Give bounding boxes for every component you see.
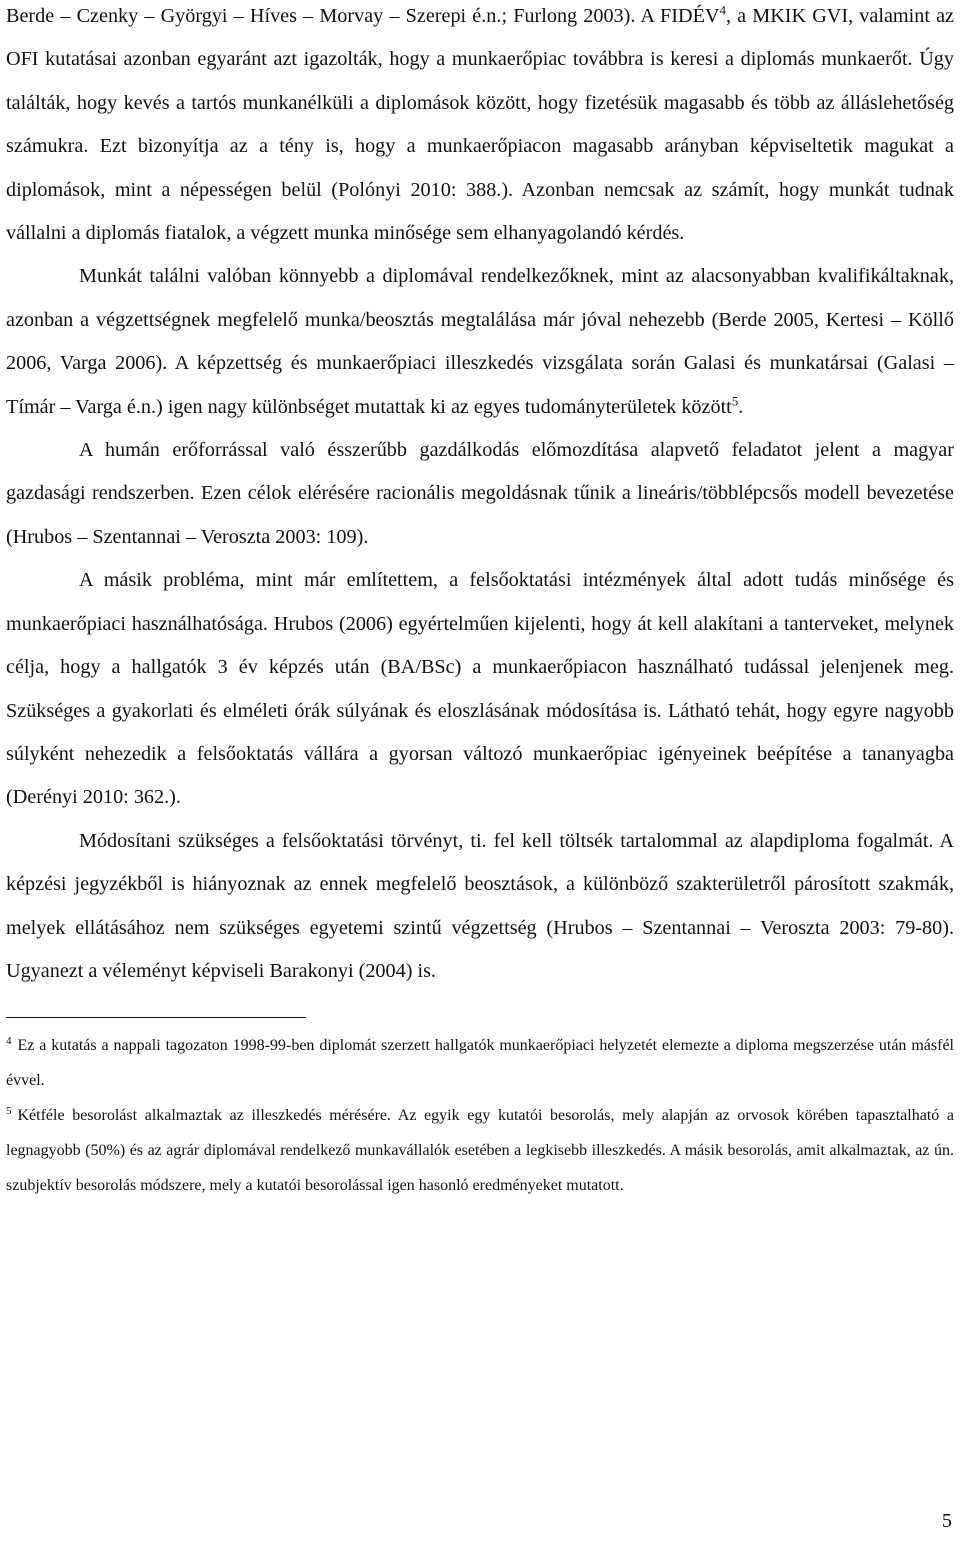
footnote-separator	[6, 1017, 306, 1018]
paragraph-1	[6, 0, 954, 255]
footnote-5-number: 5	[6, 1105, 12, 1118]
footnote-4-number: 4	[6, 1035, 12, 1048]
paragraph-2-text-b: .	[738, 395, 744, 418]
footnote-5	[6, 1098, 954, 1203]
paragraph-1-text-b: , a MKIK GVI, valamint az OFI kutatásai azonban egyaránt azt igazolták, hogy a munkaerőpiac továbbra is keresi a diplomás munkaerőt. Úgy találták, hogy kevés a tartós munkanélküli a diplomások között, hogy fizetésük magasabb és több az álláslehetőség számukra. Ezt bizonyítja az a tény is, hogy a munkaerőpiacon magasabb arányban képviseltetik magukat a diplomások, mint a népességen belül (Polónyi 2010: 388.). Azonban nemcsak az számít, hogy munkát tudnak vállalni a diplomás fiatalok, a végzett munka minősége sem elhanyagolandó kérdés.	[6, 5, 954, 245]
footnote-5-text: Kétféle besorolást alkalmaztak az illeszkedés mérésére. Az egyik egy kutatói besorolás, mely alapján az orvosok körében tapasztalható a legnagyobb (50%) és az agrár diplomával rendelkező munkavállalók esetében a legkisebb illeszkedés. A másik besorolás, amit alkalmaztak, az ún. szubjektív besorolás módszere, mely a kutatói besorolással igen hasonló eredményeket mutatott.	[6, 1107, 954, 1195]
paragraph-2	[6, 255, 954, 429]
page-number: 5	[941, 1510, 952, 1532]
footnote-4-text: Ez a kutatás a nappali tagozaton 1998-99-ben diplomát szerzett hallgatók munkaerőpiaci helyzetét elemezte a diploma megszerzése után másfél évvel.	[6, 1037, 954, 1090]
paragraph-1-text-a: Berde – Czenky – Györgyi – Híves – Morvay – Szerepi é.n.; Furlong 2003). A FIDÉV	[6, 5, 720, 27]
document-page	[6, 0, 954, 1545]
paragraph-2-text-a: Munkát találni valóban könnyebb a diplomával rendelkezőknek, mint az alacsonyabban kvalifikáltaknak, azonban a végzettségnek megfelelő munka/beosztás megtalálása már jóval nehezebb (Berde 2005, Kertesi – Köllő 2006, Varga 2006). A képzettség és munkaerőpiaci illeszkedés vizsgálata során Galasi és munkatársai (Galasi – Tímár – Varga é.n.) igen nagy különbséget mutattak ki az egyes tudományterületek között	[6, 265, 954, 418]
paragraph-5: Módosítani szükséges a felsőoktatási törvényt, ti. fel kell töltsék tartalommal az alapdiploma fogalmát. A képzési jegyzékből is hiányoznak az ennek megfelelő beosztások, a különböző szakterületről párosított szakmák, melyek ellátásához nem szükséges egyetemi szintű végzettség (Hrubos – Szentannai – Veroszta 2003: 79-80). Ugyanezt a véleményt képviseli Barakonyi (2004) is.	[6, 829, 954, 982]
footnote-4	[6, 1028, 954, 1098]
footnote-ref-4[interactable]: 4	[719, 2, 726, 18]
footnote-ref-5[interactable]: 5	[731, 392, 739, 408]
paragraph-3: A humán erőforrással való ésszerűbb gazdálkodás előmozdítása alapvető feladatot jelent a magyar gazdasági rendszerben. Ezen célok elérésére racionális megoldásnak tűnik a lineáris/többlépcsős modell bevezetése (Hrubos – Szentannai – Veroszta 2003: 109).	[6, 439, 954, 548]
paragraph-4: A másik probléma, mint már említettem, a felsőoktatási intézmények által adott tudás minősége és munkaerőpiaci használhatósága. Hrubos (2006) egyértelműen kijelenti, hogy át kell alakítani a tanterveket, melynek célja, hogy a hallgatók 3 év képzés után (BA/BSc) a munkaerőpiacon használható tudással jelenjenek meg. Szükséges a gyakorlati és elméleti órák súlyának és eloszlásának módosítása is. Látható tehát, hogy egyre nagyobb súlyként nehezedik a felsőoktatás vállára a gyorsan változó munkaerőpiac igényeinek beépítése a tananyagba (Derényi 2010: 362.).	[6, 569, 954, 809]
